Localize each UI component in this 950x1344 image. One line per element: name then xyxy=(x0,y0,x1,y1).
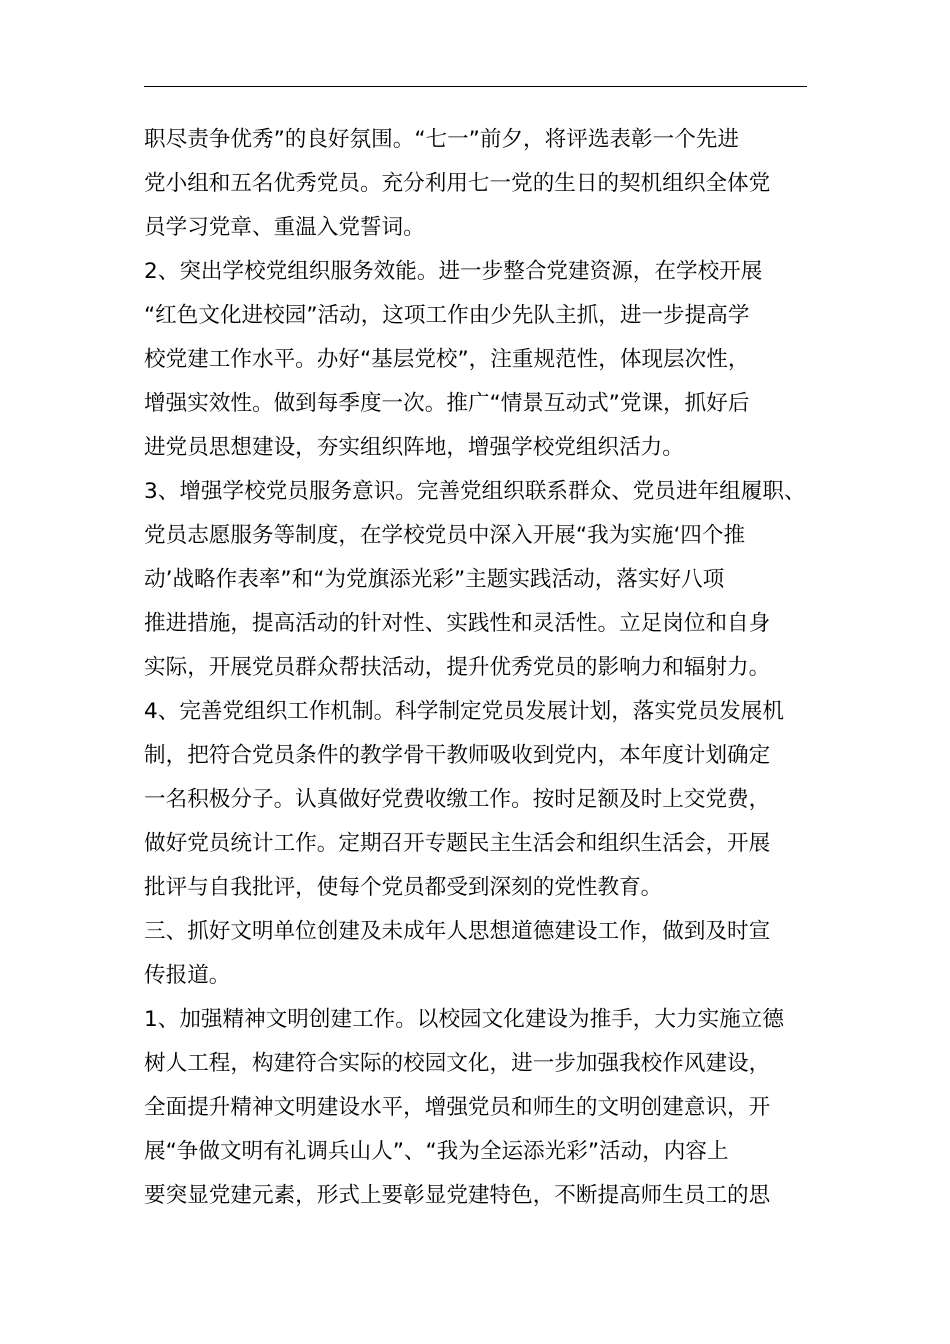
body-text xyxy=(144,118,812,1218)
text-line: 进党员思想建设，夯实组织阵地，增强学校党组织活力。 xyxy=(144,435,684,460)
text-line: 推进措施，提高活动的针对性、实践性和灵活性。立足岗位和自身 xyxy=(144,611,771,636)
text-line: 员学习党章、重温入党誓词。 xyxy=(144,215,425,240)
text-line: 展“争做文明有礼调兵山人”、“我为全运添光彩”活动，内容上 xyxy=(144,1139,729,1164)
text-line: 三、抓好文明单位创建及未成年人思想道德建设工作，做到及时宣 xyxy=(144,919,771,944)
text-line: 全面提升精神文明建设水平，增强党员和师生的文明创建意识，开 xyxy=(144,1095,771,1120)
text-line: 4、完善党组织工作机制。科学制定党员发展计划，落实党员发展机 xyxy=(144,699,784,724)
text-line: 做好党员统计工作。定期召开专题民主生活会和组织生活会，开展 xyxy=(144,831,771,856)
text-line: “红色文化进校园”活动，这项工作由少先队主抓，进一步提高学 xyxy=(144,303,750,328)
text-line: 党员志愿服务等制度，在学校党员中深入开展“我为实施‘四个推 xyxy=(144,523,746,548)
text-line: 2、突出学校党组织服务效能。进一步整合党建资源，在学校开展 xyxy=(144,259,763,284)
text-line: 党小组和五名优秀党员。充分利用七一党的生日的契机组织全体党 xyxy=(144,171,771,196)
text-line: 动’战略作表率”和“为党旗添光彩”主题实践活动，落实好八项 xyxy=(144,567,725,592)
text-line: 传报道。 xyxy=(144,963,231,988)
text-line: 1、加强精神文明创建工作。以校园文化建设为推手，大力实施立德 xyxy=(144,1007,784,1032)
text-line: 树人工程，构建符合实际的校园文化，进一步加强我校作风建设， xyxy=(144,1051,771,1076)
text-line: 实际，开展党员群众帮扶活动，提升优秀党员的影响力和辐射力。 xyxy=(144,655,771,680)
text-line: 批评与自我批评，使每个党员都受到深刻的党性教育。 xyxy=(144,875,663,900)
text-line: 增强实效性。做到每季度一次。推广“情景互动式”党课，抓好后 xyxy=(144,391,750,416)
text-line: 一名积极分子。认真做好党费收缴工作。按时足额及时上交党费， xyxy=(144,787,771,812)
text-line: 3、增强学校党员服务意识。完善党组织联系群众、党员进年组履职、 xyxy=(144,479,806,504)
text-line: 职尽责争优秀”的良好氛围。“七一”前夕，将评选表彰一个先进 xyxy=(144,127,740,152)
text-line: 制，把符合党员条件的教学骨干教师吸收到党内，本年度计划确定 xyxy=(144,743,771,768)
text-line: 要突显党建元素，形式上要彰显党建特色，不断提高师生员工的思 xyxy=(144,1183,771,1208)
text-line: 校党建工作水平。办好“基层党校”，注重规范性，体现层次性， xyxy=(144,347,750,372)
header-rule xyxy=(144,86,807,87)
